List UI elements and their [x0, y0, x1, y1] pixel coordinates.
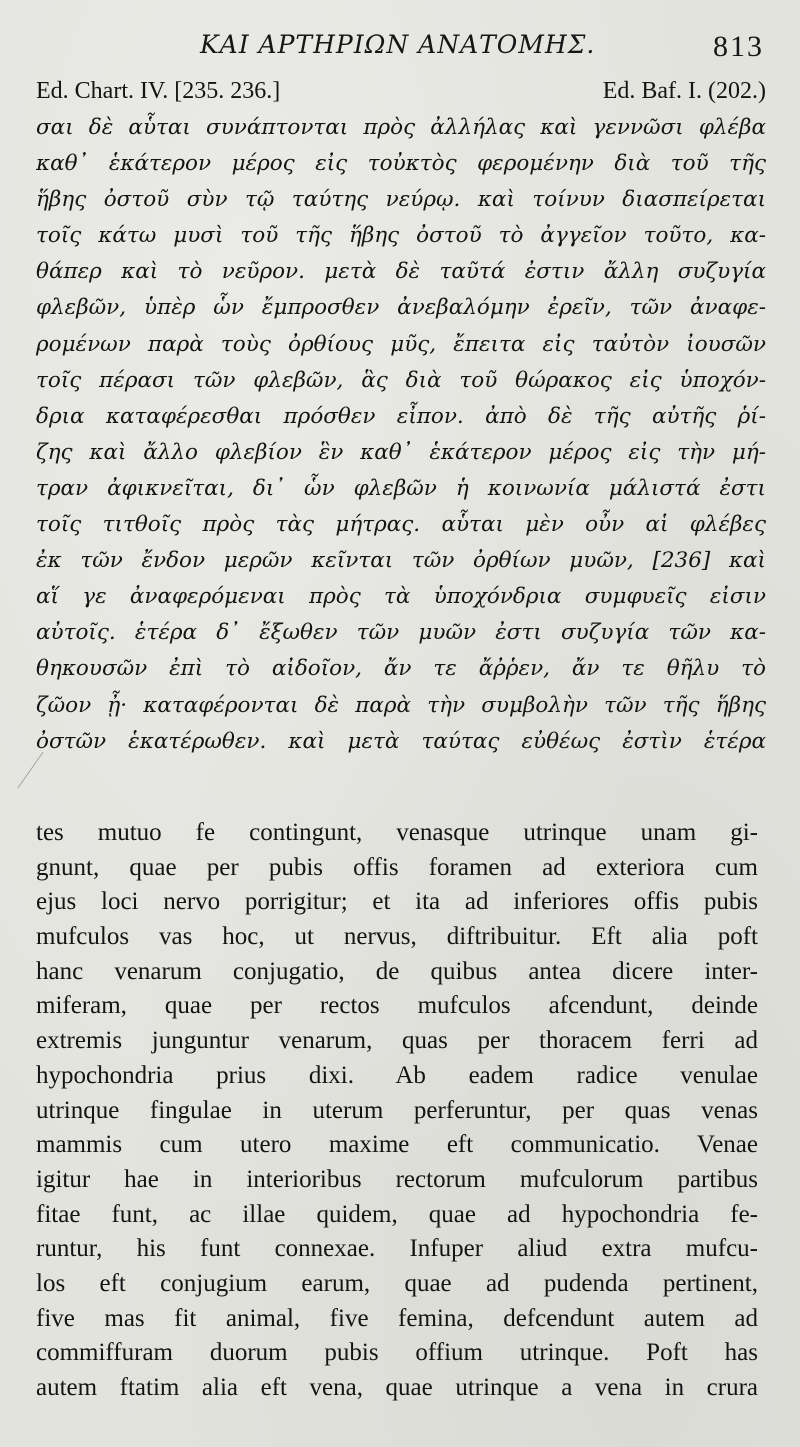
running-header: [0, 26, 800, 66]
latin-text-line: five mas fit animal, five femina, defcendunt autem ad: [36, 1304, 758, 1332]
greek-text-line: ὀστῶν ἑκατέρωθεν. καὶ μετὰ ταύτας εὐθέως ἐστὶν ἑτέρα: [36, 728, 766, 754]
page-number: 813: [713, 30, 764, 63]
latin-text-line: ejus loci nervo porrigitur; et ita ad inferiores offis pubis: [36, 888, 758, 916]
greek-text-line: θάπερ καὶ τὸ νεῦρον. μετὰ δὲ ταῦτά ἐστιν ἄλλη συζυγία: [36, 259, 766, 285]
latin-text-line: tes mutuo fe contingunt, venasque utrinque unam gi-: [36, 819, 758, 846]
latin-text-line: extremis junguntur venarum, quas per thoracem ferri ad: [36, 1027, 758, 1055]
greek-text-line: ρομένων παρὰ τοὺς ὀρθίους μῦς, ἔπειτα εἰς ταὐτὸν ἰουσῶν: [36, 331, 766, 357]
greek-text-line: φλεβῶν, ὑπὲρ ὧν ἔμπροσθεν ἀνεβαλόμην ἐρεῖν, τῶν ἀναφε-: [36, 295, 766, 321]
stray-pen-mark: [17, 752, 65, 788]
latin-text-line: igitur hae in interioribus rectorum mufculorum partibus: [36, 1165, 758, 1193]
latin-text-line: miferam, quae per rectos mufculos afcendunt, deinde: [36, 992, 758, 1020]
greek-text-line: σαι δὲ αὗται συνάπτονται πρὸς ἀλλήλας καὶ γεννῶσι φλέβα: [36, 115, 766, 140]
latin-text-line: commiffuram duorum pubis offium utrinque. Poft has: [36, 1339, 758, 1367]
greek-text-line: ζης καὶ ἄλλο φλεβίον ἓν καθ᾽ ἑκάτερον μέρος εἰς τὴν μή-: [36, 439, 766, 465]
greek-text-line: αἵ γε ἀναφερόμεναι πρὸς τὰ ὑποχόνδρια συμφυεῖς εἰσιν: [36, 584, 766, 610]
latin-text-line: hanc venarum conjugatio, de quibus antea dicere inter-: [36, 957, 758, 985]
greek-text-line: τραν ἀφικνεῖται, δι᾽ ὧν φλεβῶν ἡ κοινωνία μάλιστά ἐστι: [36, 475, 766, 501]
latin-text-line: fitae funt, ac illae quidem, quae ad hypochondria fe-: [36, 1200, 758, 1228]
latin-text-line: mufculos vas hoc, ut nervus, diftribuitur. Eft alia poft: [36, 923, 758, 951]
greek-text-line: ἥβης ὀστοῦ σὺν τῷ ταύτης νεύρῳ. καὶ τοίνυν διασπείρεται: [36, 187, 766, 213]
edition-reference-line: [36, 78, 766, 112]
greek-text-line: τοῖς πέρασι τῶν φλεβῶν, ἃς διὰ τοῦ θώρακος εἰς ὑποχόν-: [36, 367, 766, 393]
greek-text-line: αὐτοῖς. ἑτέρα δ᾽ ἔξωθεν τῶν μυῶν ἐστι συζυγία τῶν κα-: [36, 620, 766, 646]
latin-text-line: hypochondria prius dixi. Ab eadem radice venulae: [36, 1061, 758, 1089]
greek-text-block: [36, 110, 766, 760]
latin-text-line: los eft conjugium earum, quae ad pudenda pertinent,: [36, 1269, 758, 1297]
greek-text-line: τοῖς κάτω μυσὶ τοῦ τῆς ἥβης ὀστοῦ τὸ ἀγγεῖον τοῦτο, κα-: [36, 223, 766, 249]
edition-basel-reference: Ed. Baf. I. (202.): [602, 78, 766, 104]
greek-text-line: ζῶον ᾖ· καταφέρονται δὲ παρὰ τὴν συμβολὴν τῶν τῆς ἥβης: [36, 692, 766, 718]
greek-text-line: δρια καταφέρεσθαι πρόσθεν εἶπον. ἀπὸ δὲ τῆς αὐτῆς ῥί-: [36, 403, 766, 429]
latin-text-line: autem ftatim alia eft vena, quae utrinque a vena in crura: [36, 1374, 758, 1401]
running-title: ΚΑΙ ΑΡΤΗΡΙΩΝ ΑΝΑΤΟΜΗΣ.: [200, 30, 596, 59]
greek-text-line: θηκουσῶν ἐπὶ τὸ αἰδοῖον, ἄν τε ἄῤῥεν, ἄν τε θῆλυ τὸ: [36, 656, 766, 682]
latin-text-line: utrinque fingulae in uterum perferuntur, per quas venas: [36, 1096, 758, 1124]
latin-text-line: runtur, his funt connexae. Infuper aliud extra mufcu-: [36, 1235, 758, 1263]
edition-chartier-reference: Ed. Chart. IV. [235. 236.]: [36, 78, 281, 104]
latin-text-line: mammis cum utero maxime eft communicatio. Venae: [36, 1131, 758, 1159]
latin-text-block: [36, 816, 758, 1406]
greek-text-line: ἐκ τῶν ἔνδον μερῶν κεῖνται τῶν ὀρθίων μυῶν, [236] καὶ: [36, 548, 766, 574]
greek-text-line: καθ᾽ ἑκάτερον μέρος εἰς τοὐκτὸς φερομένην διὰ τοῦ τῆς: [36, 151, 766, 177]
greek-text-line: τοῖς τιτθοῖς πρὸς τὰς μήτρας. αὗται μὲν οὖν αἱ φλέβες: [36, 512, 766, 538]
latin-text-line: gnunt, quae per pubis offis foramen ad exteriora cum: [36, 853, 758, 881]
